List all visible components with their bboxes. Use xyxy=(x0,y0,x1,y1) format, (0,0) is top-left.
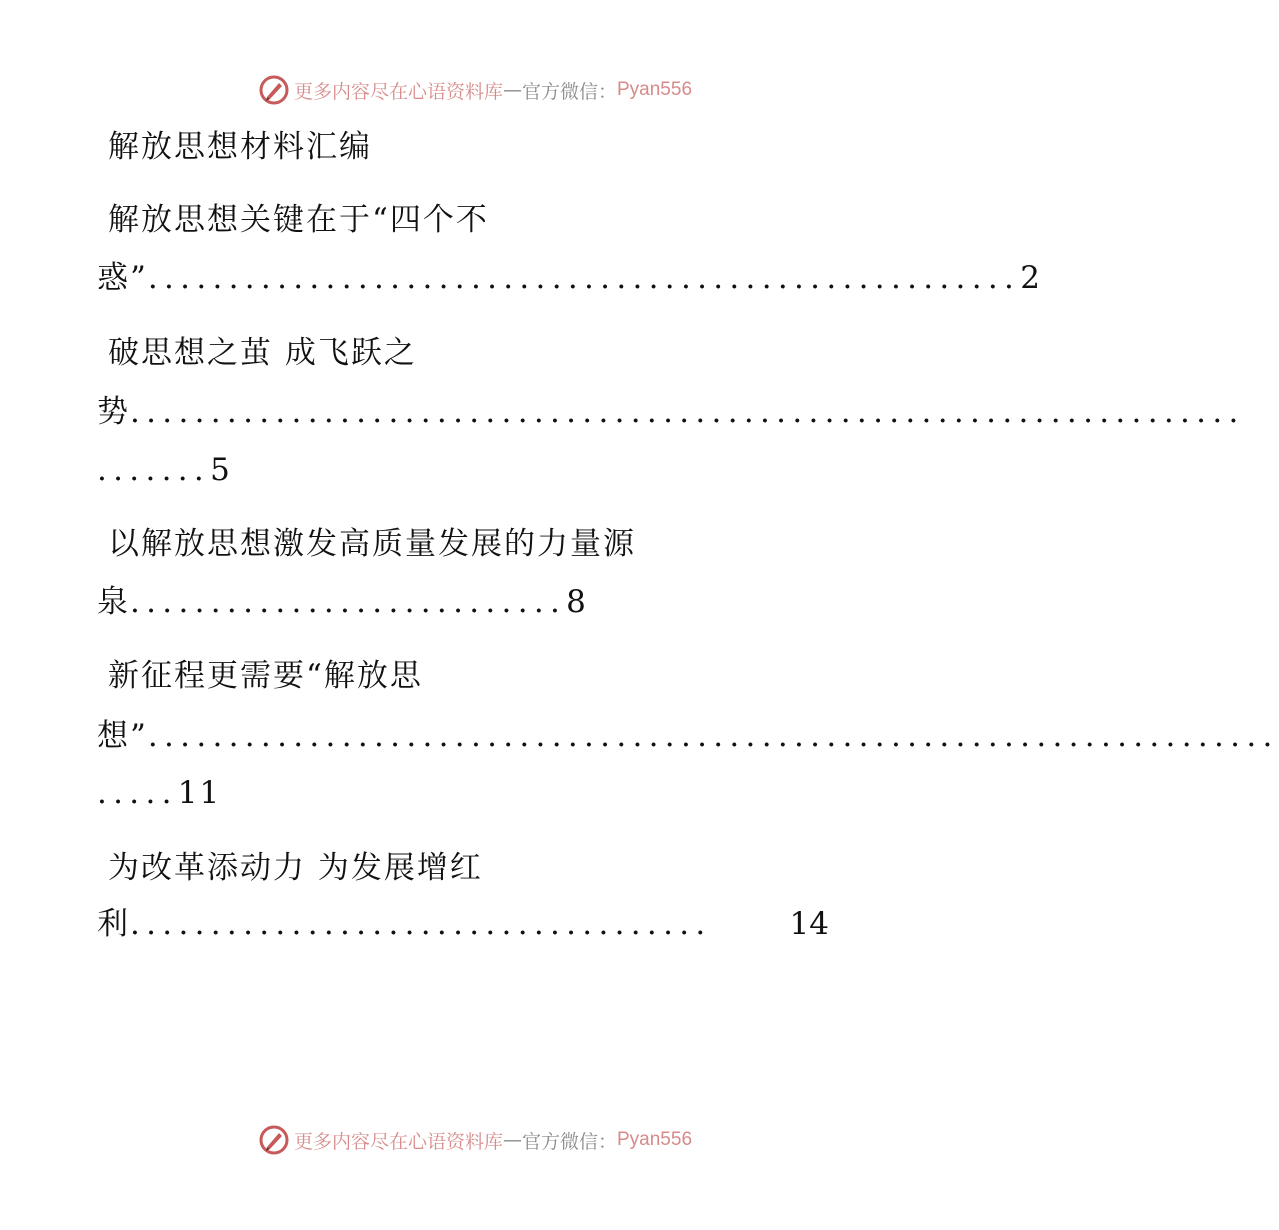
watermark-wechat-label: 官方微信： xyxy=(521,80,617,103)
toc-entry-2-dots-line3: ....... xyxy=(97,452,211,488)
toc-entry-3-title-line1: 以解放思想激发高质量发展的力量源 xyxy=(108,526,636,562)
watermark-separator: — xyxy=(502,79,522,101)
toc-entry-3-page: 8 xyxy=(566,584,588,620)
toc-entry-1-leader-line xyxy=(97,256,1040,300)
toc-entry-4-title-line2: 想” xyxy=(97,718,148,754)
toc-entry-3-dots: ........................... xyxy=(130,584,567,620)
toc-entry-1-page: 2 xyxy=(1020,260,1040,296)
toc-entry-2-title-line2: 势 xyxy=(97,394,130,430)
toc-entry-3-title-line2: 泉 xyxy=(97,584,130,620)
footer-watermark xyxy=(0,1120,950,1160)
header-watermark xyxy=(0,70,950,110)
toc-entry-5-dots: .................................... xyxy=(130,906,712,942)
toc-entry-4-leader-line3 xyxy=(97,771,221,815)
watermark-wechat-id: Pyan556 xyxy=(617,79,693,100)
toc-entry-4-dots: ...................................................................... xyxy=(147,718,1279,754)
toc-entry-5-page: 14 xyxy=(789,906,829,942)
toc-entry-1-title-line1: 解放思想关键在于“四个不 xyxy=(108,202,489,238)
toc-entry-2-page: 5 xyxy=(210,452,232,488)
toc-entry-1-dots: ...................................................... xyxy=(147,260,1021,296)
watermark-separator: — xyxy=(502,1129,522,1151)
toc-entry-4-leader-line xyxy=(97,714,1279,758)
toc-entry-4-page: 11 xyxy=(177,775,222,811)
watermark-wechat-label: 官方微信： xyxy=(521,1130,617,1153)
pen-logo-icon xyxy=(258,74,290,106)
toc-entry-5-title-line1: 为改革添动力 为发展增红 xyxy=(108,850,483,886)
toc-entry-1-title-line2: 惑” xyxy=(97,260,148,296)
toc-entry-2-leader-line3 xyxy=(97,448,232,492)
toc-entry-4-dots-line3: ..... xyxy=(97,775,178,811)
watermark-brand-text: 更多内容尽在心语资料库 xyxy=(293,80,503,103)
toc-entry-4-title-line1: 新征程更需要“解放思 xyxy=(108,658,423,694)
toc-entry-2-dots: ..................................................................... xyxy=(130,394,1245,430)
watermark-wechat-id: Pyan556 xyxy=(617,1129,693,1150)
toc-entry-5-leader-line xyxy=(97,902,829,946)
watermark-brand-text: 更多内容尽在心语资料库 xyxy=(293,1130,503,1153)
pen-logo-icon xyxy=(258,1124,290,1156)
toc-entry-2-title-line1: 破思想之茧 成飞跃之 xyxy=(108,335,417,371)
toc-entry-3-leader-line xyxy=(97,580,588,624)
toc-entry-5-title-line2: 利 xyxy=(97,906,130,942)
document-title: 解放思想材料汇编 xyxy=(108,129,372,165)
toc-entry-2-leader-line xyxy=(97,390,1245,434)
